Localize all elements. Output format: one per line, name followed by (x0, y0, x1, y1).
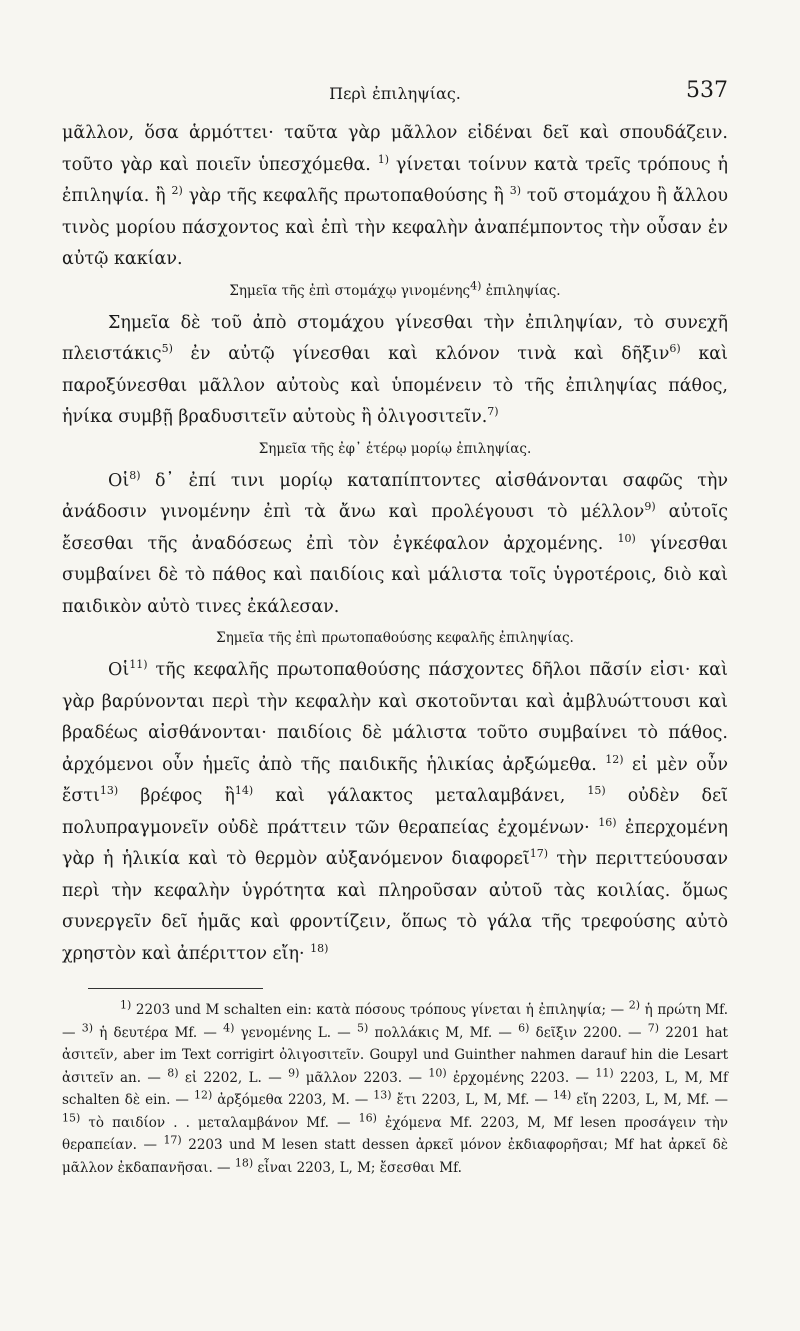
text-run: ἐν αὐτῷ γίνεσθαι καὶ κλόνον τινὰ καὶ δῆξιν (172, 344, 670, 364)
text-run: ἐρχομένης 2203. — (446, 1069, 596, 1086)
text-run: τὸ παιδίον . . μεταλαμβάνον Mf. — (80, 1114, 359, 1131)
page-number: 537 (686, 78, 728, 103)
text-run: γὰρ τῆς κεφαλῆς πρωτοπαθούσης ἢ (182, 186, 510, 206)
text-run: τοῦ στομάχου ἢ ἄλλου τινὸς μορίου πάσχοντος καὶ ἐπὶ τὴν κεφαλὴν ἀναπέμποντος τὴν οὖσαν ἐν αὐτῷ κακίαν. (62, 186, 728, 269)
footnote-ref: 4) (470, 279, 482, 292)
paragraph (62, 466, 728, 624)
section-heading (62, 627, 728, 649)
footnote-ref: 14) (552, 1088, 572, 1102)
footnote-ref: 8) (167, 1066, 179, 1079)
text-run: 2203 und M lesen statt dessen ἀρκεῖ μόνον ἐκδιαφορῆσαι; Mf hat ἀρκεῖ δὲ μᾶλλον ἐκδαπανῆσαι. — (62, 1137, 729, 1176)
footnote-ref: 13) (373, 1088, 392, 1102)
section-heading (62, 438, 728, 460)
text-run: εἴη 2203, L, M, Mf. — (571, 1092, 728, 1108)
text-run: ἐχόμενα Mf. 2203, M, Mf lesen προσάγειν τὴν θεραπείαν. — (62, 1114, 729, 1153)
text-run: μᾶλλον, ὅσα ἁρμόττει· ταῦτα γὰρ μᾶλλον εἰδέναι δεῖ καὶ σπουδάζειν. τοῦτο γὰρ καὶ ποιεῖν ὑπεσχόμεθα. (62, 123, 728, 175)
text-run: Οἱ (108, 660, 130, 680)
footnotes (62, 999, 728, 1179)
book-page (62, 78, 728, 1179)
text-run: Σημεῖα τῆς ἐπὶ πρωτοπαθούσης κεφαλῆς ἐπιληψίας. (216, 630, 574, 646)
text-run: εἶναι 2203, L, M; ἔσεσθαι Mf. (253, 1159, 462, 1176)
footnote-ref: 1) (377, 152, 389, 166)
paragraph (62, 655, 728, 970)
text-run: Οἱ (108, 470, 130, 491)
footnote-ref: 5) (161, 342, 173, 356)
footnote-ref: 2) (628, 998, 641, 1012)
main-text (62, 118, 728, 970)
footnote-ref: 17) (529, 847, 549, 861)
text-run: τὴν περιττεύουσαν περὶ τὴν κεφαλὴν ὑγρότητα καὶ πληροῦσαν αὐτοῦ τὰς κοιλίας. ὅμως συνεργεῖν δεῖ ἡμᾶς καὶ φροντίζειν, ὅπως τὸ γάλα τῆς τρεφούσης αὐτὸ χρηστὸν καὶ ἀπέριττον εἴη· (62, 849, 728, 964)
text-run: ἔτι 2203, L, M, Mf. — (391, 1092, 553, 1108)
text-run: μᾶλλον 2203. — (299, 1069, 429, 1086)
text-run: πολλάκις M, Mf. — (368, 1024, 519, 1041)
text-run: αὐτοῖς ἔσεσθαι τῆς ἀναδόσεως ἐπὶ τὸν ἐγκέφαλον ἀρχομένης. (62, 502, 728, 554)
footnote-rule (88, 988, 263, 989)
text-run: 2201 hat ἀσιτεῖν, aber im Text corrigirt ὀλιγοσιτεῖν. Goupyl und Guinther nahmen darauf hin die Lesart ἀσιτεῖν an. — (62, 1024, 728, 1086)
text-run: δ᾽ ἐπί τινι μορίῳ καταπίπτοντες αἰσθάνονται σαφῶς τὴν ἀνάδοσιν γινομένην ἐπὶ τὰ ἄνω καὶ προλέγουσι τὸ μέλλον (62, 470, 728, 522)
text-run: εἰ 2202, L. — (178, 1069, 289, 1086)
footnote-ref: 10) (428, 1066, 447, 1079)
footnote-ref: 15) (587, 784, 606, 798)
page-header (62, 78, 728, 118)
section-heading (62, 280, 728, 302)
footnote-ref: 12) (605, 752, 624, 766)
footnote-ref: 7) (487, 405, 499, 419)
running-head: Περὶ ἐπιληψίας. (329, 84, 461, 103)
footnote-ref: 13) (99, 784, 119, 798)
footnote-ref: 16) (598, 815, 617, 829)
text-run: καὶ παροξύνεσθαι μᾶλλον αὐτοὺς καὶ ὑπομένειν τὸ τῆς ἐπιληψίας πάθος, ἡνίκα συμβῇ βραδυσιτεῖν αὐτοὺς ἢ ὀλιγοσιτεῖν. (62, 344, 728, 427)
text-run: δεῖξιν 2200. — (529, 1024, 648, 1041)
footnote-ref: 8) (129, 468, 141, 482)
text-run: τῆς κεφαλῆς πρωτοπαθούσης πάσχοντες δῆλοι πᾶσίν εἰσι· καὶ γὰρ βαρύνονται περὶ τὴν κεφαλὴν καὶ σκοτοῦνται καὶ ἀμβλυώττουσι καὶ βραδέως αἰσθάνονται· παιδίοις δὲ μάλιστα τοῦτο συμβαίνει τὸ πάθος. ἀρχόμενοι οὖν ἡμεῖς ἀπὸ τῆς παιδικῆς ἡλικίας ἀρξώμεθα. (62, 660, 728, 775)
text-run: οὐδὲν δεῖ πολυπραγμονεῖν οὐδὲ πράττειν τῶν θεραπείας ἐχομένων· (62, 786, 728, 838)
text-run: γίνεσθαι συμβαίνει δὲ τὸ πάθος καὶ παιδίοις καὶ μάλιστα τοῖς ὑγροτέροις, διὸ καὶ παιδικὸν αὐτὸ τινες ἐκάλεσαν. (62, 533, 729, 617)
text-run: 2203 und M schalten ein: κατὰ πόσους τρόπους γίνεται ἡ ἐπιληψία; — (131, 1002, 629, 1018)
text-run: ἐπιληψίας. (481, 282, 561, 299)
footnote-ref: 11) (595, 1066, 614, 1079)
footnote-ref: 4) (223, 1021, 235, 1034)
text-run: εἰ μὲν οὖν ἔστι (62, 754, 728, 806)
footnote-ref: 6) (518, 1021, 530, 1034)
paragraph-continued (62, 118, 728, 276)
text-run: Σημεῖα τῆς ἐφ᾽ ἑτέρῳ μορίῳ ἐπιληψίας. (258, 440, 532, 457)
text-run: 2203, L, M, Mf schalten δὲ ein. — (62, 1069, 728, 1108)
text-run: ἀρξόμεθα 2203, M. — (212, 1092, 374, 1108)
footnote-ref: 9) (288, 1066, 300, 1079)
footnote-ref: 14) (234, 784, 254, 798)
footnote-ref: 17) (163, 1133, 182, 1147)
footnote-ref: 15) (62, 1111, 81, 1124)
footnote-ref: 2) (171, 184, 183, 198)
footnote-ref: 12) (193, 1088, 213, 1102)
footnote-ref: 5) (357, 1021, 369, 1034)
footnote-ref: 3) (509, 184, 522, 198)
text-run: καὶ γάλακτος μεταλαμβάνει, (253, 786, 588, 806)
footnote-ref: 9) (644, 500, 656, 514)
footnote-ref: 18) (234, 1156, 254, 1169)
text-run: Σημεῖα τῆς ἐπὶ στομάχῳ γινομένης (229, 282, 471, 299)
footnote-ref: 18) (310, 941, 329, 955)
text-run: βρέφος ἢ (118, 786, 235, 806)
footnote-ref: 10) (617, 531, 636, 545)
text-run: γίνεται τοίνυν κατὰ τρεῖς τρόπους ἡ ἐπιληψία. ἢ (62, 154, 728, 206)
text-run: γενομένης L. — (234, 1024, 358, 1041)
footnote-ref: 11) (129, 658, 148, 672)
footnote-ref: 7) (647, 1021, 660, 1034)
footnote-ref: 1) (120, 998, 132, 1012)
paragraph (62, 308, 728, 434)
footnote-ref: 6) (669, 342, 681, 356)
text-run: ἐπερχομένη γὰρ ἡ ἡλικία καὶ τὸ θερμὸν αὐξανόμενον διαφορεῖ (62, 817, 728, 869)
text-run: ἡ δευτέρα Mf. — (93, 1024, 224, 1041)
text-run: Σημεῖα δὲ τοῦ ἀπὸ στομάχου γίνεσθαι τὴν ἐπιληψίαν, τὸ συνεχῆ πλειστάκις (62, 312, 728, 364)
footnote-ref: 16) (358, 1111, 377, 1124)
text-run: ἡ πρώτη Mf. — (62, 1002, 728, 1041)
footnote-ref: 3) (81, 1021, 94, 1034)
